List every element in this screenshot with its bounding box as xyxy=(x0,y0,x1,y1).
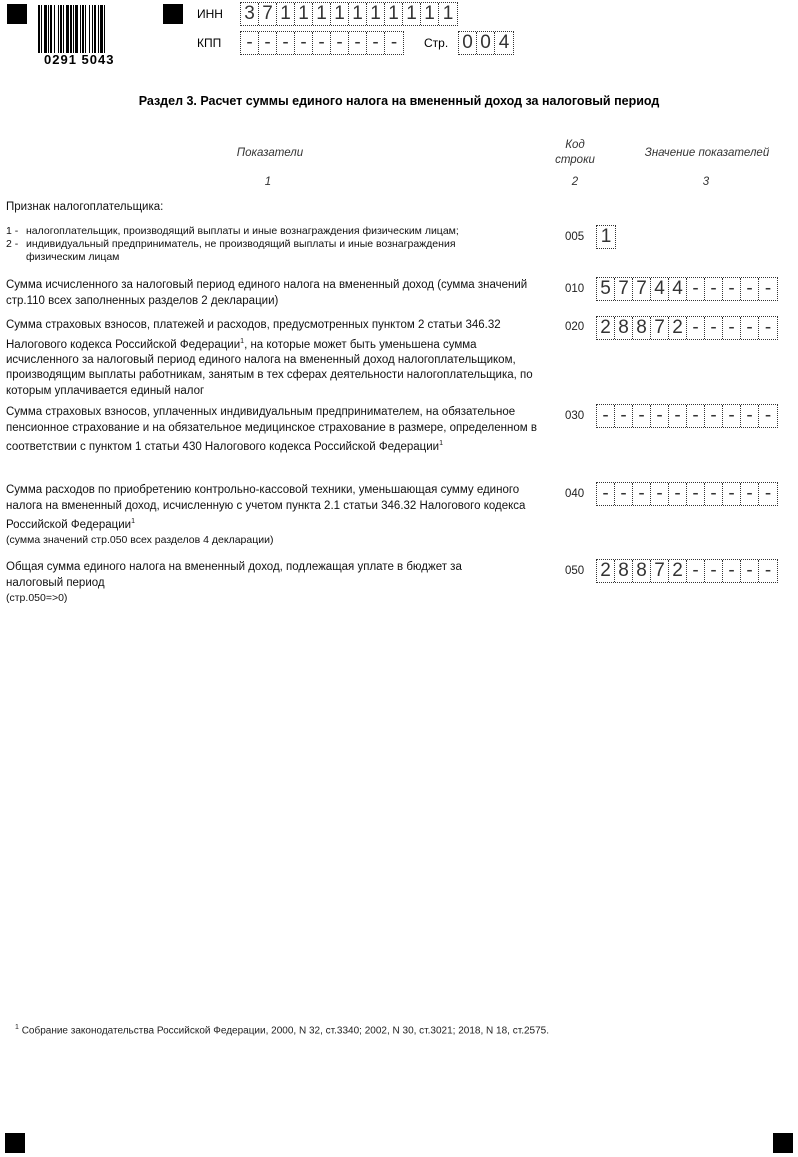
row-040-note: (сумма значений стр.050 всех разделов 4 декларации) xyxy=(6,534,274,547)
taxpayer-sign-option-2 xyxy=(6,238,546,264)
barcode-bar xyxy=(73,5,74,53)
column-header-value: Значение показателей xyxy=(644,147,770,159)
footnote-ref: 1 xyxy=(131,518,135,525)
row-040-text-part1: Сумма расходов по приобретению контрольно-кассовой техники, уменьшающая сумму единого налога на вмененный доход, исчисленную с учетом пункта 2.1 статьи 346.32 Налогового кодекса Российской Федерации xyxy=(6,484,526,531)
barcode-number: 0291 5043 xyxy=(44,52,115,67)
corner-marker-top-left xyxy=(7,4,27,24)
option-number: 2 - xyxy=(6,238,19,250)
row-020-text-part1: Сумма страховых взносов, платежей и расходов, предусмотренных пунктом 2 статьи 346.32 Налогового кодекса Российской Федерации xyxy=(6,319,501,351)
digit-cell[interactable]: - xyxy=(633,405,651,427)
footnote-ref: 1 xyxy=(240,337,245,345)
line-code-040: 040 xyxy=(565,488,585,500)
digit-cell[interactable]: - xyxy=(764,278,772,299)
digit-cell[interactable]: - xyxy=(723,317,741,339)
digit-cell: 1 xyxy=(442,3,454,24)
digit-cell[interactable]: - xyxy=(723,560,741,582)
digit-cell[interactable]: - xyxy=(705,560,723,582)
barcode-bar xyxy=(80,5,81,53)
digit-cell[interactable]: - xyxy=(723,405,741,427)
row-020-text xyxy=(6,318,551,399)
barcode-bar xyxy=(98,5,99,53)
digit-cell: 1 xyxy=(349,3,367,25)
digit-cell: 0 xyxy=(477,32,495,54)
digit-cell[interactable]: 7 xyxy=(651,560,669,582)
digit-cell[interactable]: 7 xyxy=(615,278,633,300)
digit-cell: 4 xyxy=(498,32,510,53)
digit-cell[interactable]: - xyxy=(705,483,723,505)
column-header-code-line1: Код xyxy=(565,139,585,151)
row-050-text xyxy=(6,560,516,607)
barcode-bar xyxy=(92,5,93,53)
footnote-ref: 1 xyxy=(439,440,443,447)
barcode-bar xyxy=(58,5,59,53)
inn-cells xyxy=(240,2,458,26)
digit-cell[interactable]: 2 xyxy=(669,560,687,582)
corner-marker-bottom-left xyxy=(5,1133,25,1153)
taxpayer-sign-label: Признак налогоплательщика: xyxy=(6,201,164,213)
barcode-bar xyxy=(41,5,42,53)
digit-cell[interactable]: 8 xyxy=(633,317,651,339)
digit-cell[interactable]: - xyxy=(669,405,687,427)
digit-cell[interactable]: - xyxy=(597,405,615,427)
barcode-bar xyxy=(54,5,55,53)
digit-cell[interactable]: 4 xyxy=(651,278,669,300)
digit-cell: 1 xyxy=(295,3,313,25)
digit-cell[interactable]: - xyxy=(687,278,705,300)
digit-cell: 0 xyxy=(459,32,477,54)
digit-cell: 1 xyxy=(367,3,385,25)
column-number-2: 2 xyxy=(571,176,579,188)
taxpayer-sign-option-1 xyxy=(6,225,546,238)
corner-marker-top-right xyxy=(163,4,183,24)
digit-cell[interactable]: - xyxy=(615,405,633,427)
barcode-bar xyxy=(94,5,96,53)
taxpayer-sign-options xyxy=(6,225,546,264)
corner-marker-bottom-right xyxy=(773,1133,793,1153)
line-code-020: 020 xyxy=(565,321,585,333)
barcode-bar xyxy=(100,5,103,53)
line-code-005: 005 xyxy=(565,231,585,243)
row-050-note: (стр.050=>0) xyxy=(6,592,68,604)
digit-cell: - xyxy=(241,32,259,54)
barcode-bar xyxy=(44,5,47,53)
digit-cell[interactable]: - xyxy=(651,405,669,427)
digit-cell: - xyxy=(390,32,398,53)
digit-cell[interactable]: - xyxy=(651,483,669,505)
digit-cell: - xyxy=(331,32,349,54)
barcode-bar xyxy=(70,5,72,53)
barcode xyxy=(38,5,142,53)
barcode-bar xyxy=(60,5,62,53)
column-number-3: 3 xyxy=(702,176,710,188)
value-cells-050[interactable] xyxy=(596,559,778,583)
row-030-text-part1: Сумма страховых взносов, уплаченных индивидуальным предпринимателем, на обязательное пенсионное страхование и на обязательное медицинское страхование в размере, определенном в соответствии с пунктом 1 статьи 430 Налогового кодекса Российской Федерации xyxy=(6,406,537,453)
line-code-010: 010 xyxy=(565,283,585,295)
digit-cell[interactable]: - xyxy=(741,278,759,300)
digit-cell: - xyxy=(259,32,277,54)
value-cells-030[interactable] xyxy=(596,404,778,428)
digit-cell[interactable]: - xyxy=(764,560,772,581)
digit-cell[interactable]: - xyxy=(615,483,633,505)
digit-cell: 1 xyxy=(421,3,439,25)
row-010-text: Сумма исчисленного за налоговый период единого налога на вмененный доход (сумма значений стр.110 всех заполненных разделов 2 декларации) xyxy=(6,279,528,307)
digit-cell[interactable]: - xyxy=(741,560,759,582)
option-number: 1 - xyxy=(6,225,19,237)
kpp-label: КПП xyxy=(197,36,222,50)
digit-cell: - xyxy=(313,32,331,54)
footnote-text: Собрание законодательства Российской Федерации, 2000, N 32, ст.3340; 2002, N 30, ст.3021; 2018, N 18, ст.2575. xyxy=(21,1025,549,1037)
digit-cell[interactable]: - xyxy=(723,278,741,300)
digit-cell: 1 xyxy=(313,3,331,25)
digit-cell[interactable]: - xyxy=(705,317,723,339)
value-cells-020[interactable] xyxy=(596,316,778,340)
digit-cell[interactable]: - xyxy=(687,560,705,582)
page-label: Стр. xyxy=(424,36,449,50)
digit-cell[interactable]: 8 xyxy=(633,560,651,582)
value-cells-005[interactable] xyxy=(596,225,616,249)
option-text: индивидуальный предприниматель, не производящий выплаты и иные вознаграждения физическим лицам xyxy=(26,238,456,263)
digit-cell[interactable]: 5 xyxy=(597,278,615,300)
digit-cell: 1 xyxy=(331,3,349,25)
section-title: Раздел 3. Расчет суммы единого налога на вмененный доход за налоговый период xyxy=(138,94,660,108)
digit-cell[interactable]: 2 xyxy=(597,560,615,582)
row-050-text-main: Общая сумма единого налога на вмененный доход, подлежащая уплате в бюджет за налоговый период xyxy=(6,561,462,589)
digit-cell[interactable]: - xyxy=(633,483,651,505)
digit-cell[interactable]: - xyxy=(723,483,741,505)
footnote-mark: 1 xyxy=(15,1024,19,1031)
digit-cell[interactable]: - xyxy=(705,405,723,427)
line-code-030: 030 xyxy=(565,410,585,422)
footnote xyxy=(15,1024,549,1036)
digit-cell[interactable]: 8 xyxy=(615,560,633,582)
barcode-bar xyxy=(104,5,105,53)
digit-cell: 1 xyxy=(385,3,403,25)
digit-cell[interactable]: - xyxy=(741,405,759,427)
value-cells-010[interactable] xyxy=(596,277,778,301)
column-header-code-line2: строки xyxy=(555,154,595,166)
digit-cell[interactable]: - xyxy=(597,483,615,505)
digit-cell: - xyxy=(277,32,295,54)
kpp-cells xyxy=(240,31,404,55)
page-number-cells xyxy=(458,31,514,55)
digit-cell[interactable]: - xyxy=(764,317,772,338)
barcode-bar xyxy=(75,5,78,53)
digit-cell[interactable]: 4 xyxy=(669,278,687,300)
digit-cell[interactable]: - xyxy=(705,278,723,300)
digit-cell[interactable]: - xyxy=(764,405,772,426)
barcode-bar xyxy=(50,5,52,53)
row-020-text-part2: , на которые может быть уменьшена сумма исчисленного за налоговый период единого налога на вмененный доход налогоплательщиком, производящим выплаты работникам, занятым в тех сферах деятельности налогоплательщика, по которым уплачивается единый налог xyxy=(6,338,533,397)
digit-cell[interactable]: - xyxy=(764,483,772,504)
digit-cell[interactable]: 7 xyxy=(633,278,651,300)
digit-cell: - xyxy=(349,32,367,54)
barcode-bar xyxy=(38,5,40,53)
digit-cell[interactable]: 2 xyxy=(669,317,687,339)
option-text: налогоплательщик, производящий выплаты и иные вознаграждения физическим лицам; xyxy=(26,225,459,237)
row-040-text xyxy=(6,483,551,549)
inn-label: ИНН xyxy=(197,7,223,21)
barcode-bar xyxy=(66,5,69,53)
barcode-bar xyxy=(89,5,90,53)
digit-cell: 1 xyxy=(403,3,421,25)
digit-cell: 1 xyxy=(277,3,295,25)
digit-cell[interactable]: 1 xyxy=(600,226,612,247)
digit-cell[interactable]: 2 xyxy=(597,317,615,339)
column-header-indicators: Показатели xyxy=(236,147,304,159)
digit-cell[interactable]: - xyxy=(669,483,687,505)
column-number-1: 1 xyxy=(264,176,272,188)
digit-cell[interactable]: - xyxy=(741,317,759,339)
digit-cell: 7 xyxy=(259,3,277,25)
digit-cell[interactable]: 8 xyxy=(615,317,633,339)
barcode-bar xyxy=(63,5,64,53)
digit-cell[interactable]: - xyxy=(687,317,705,339)
digit-cell[interactable]: - xyxy=(741,483,759,505)
value-cells-040[interactable] xyxy=(596,482,778,506)
barcode-bar xyxy=(82,5,84,53)
row-030-text xyxy=(6,405,551,455)
digit-cell[interactable]: - xyxy=(687,483,705,505)
barcode-bar xyxy=(85,5,86,53)
digit-cell: - xyxy=(295,32,313,54)
line-code-050: 050 xyxy=(565,565,585,577)
digit-cell: 3 xyxy=(241,3,259,25)
digit-cell: - xyxy=(367,32,385,54)
digit-cell[interactable]: - xyxy=(687,405,705,427)
digit-cell[interactable]: 7 xyxy=(651,317,669,339)
barcode-bar xyxy=(48,5,49,53)
